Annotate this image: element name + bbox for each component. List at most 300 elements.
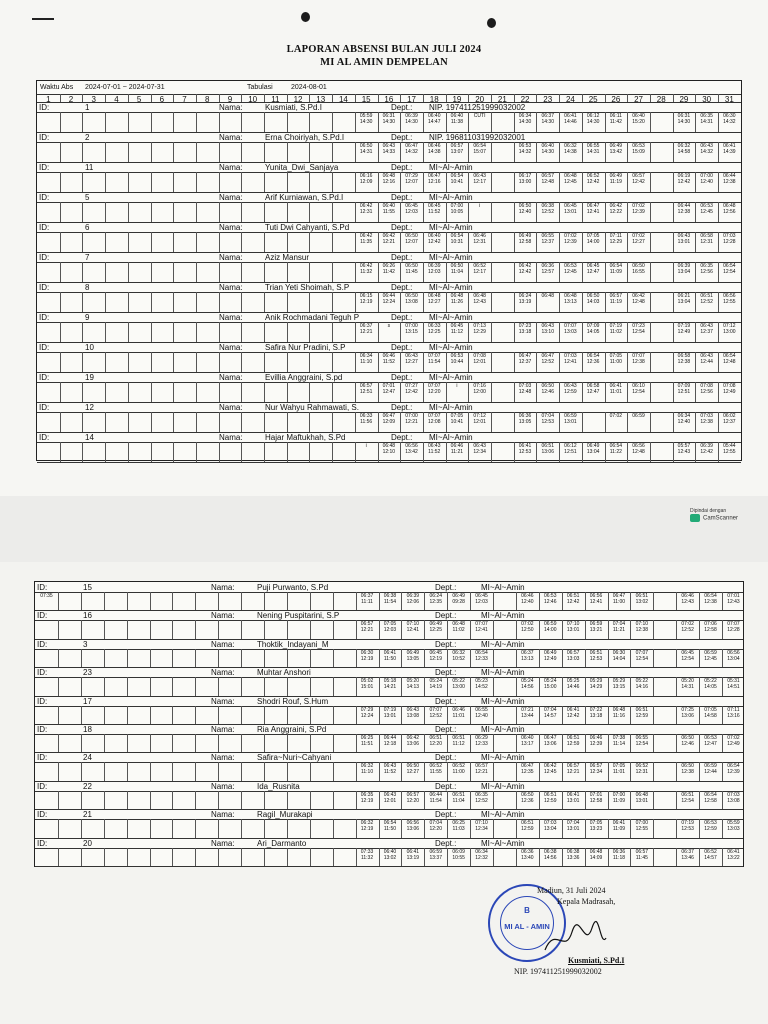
- employee-name-label: Nama:: [211, 583, 235, 592]
- grid-line: [172, 734, 173, 752]
- attendance-cell: [424, 707, 447, 719]
- check-out-time: 11:42: [609, 119, 622, 125]
- grid-line: [264, 620, 265, 638]
- employee-dept: MI~Al~Amin: [429, 193, 473, 202]
- employee-name-label: Nama:: [219, 193, 243, 202]
- check-in-time: 06:57: [450, 143, 464, 149]
- check-in-time: 07:05: [609, 353, 623, 359]
- check-out-time: 13:01: [677, 239, 691, 245]
- check-in-time: 06:50: [681, 735, 694, 741]
- check-in-time: 06:48: [452, 621, 465, 628]
- employee-name: Aziz Mansur: [265, 253, 310, 262]
- check-in-time: 05:44: [723, 443, 736, 449]
- check-out-time: 12:42: [632, 179, 645, 185]
- check-in-time: 07:09: [586, 323, 600, 329]
- employee-name-label: Nama:: [219, 163, 243, 172]
- check-in-time: 05:59: [359, 113, 373, 119]
- check-in-time: 07:21: [521, 706, 534, 713]
- check-out-time: 13:08: [405, 299, 418, 305]
- grid-line: [173, 232, 174, 252]
- grid-line: [650, 202, 651, 222]
- check-out-time: 12:42: [586, 179, 600, 185]
- attendance-cell: [676, 621, 699, 633]
- attendance-cell: [378, 443, 401, 455]
- grid-line: [241, 112, 242, 132]
- check-in-time: 07:22: [589, 706, 603, 713]
- grid-line: [172, 791, 173, 809]
- check-in-time: 06:43: [405, 353, 418, 359]
- attendance-cell: [378, 383, 401, 395]
- attendance-cell: [605, 143, 628, 155]
- attendance-cell: [446, 263, 469, 275]
- check-in-time: 06:24: [429, 593, 442, 599]
- attendance-cell: [516, 621, 539, 633]
- tabulasi-label: Tabulasi: [247, 84, 273, 91]
- attendance-cell: [378, 413, 401, 425]
- attendance-cell: [378, 293, 401, 305]
- grid-line: [128, 412, 129, 432]
- attendance-cell: [676, 707, 699, 719]
- grid-line: [58, 620, 59, 638]
- check-in-time: 06:42: [609, 203, 623, 209]
- check-out-time: 12:43: [727, 599, 740, 605]
- attendance-cell: [699, 621, 722, 633]
- grid-line: [219, 442, 220, 462]
- grid-line: [332, 142, 333, 162]
- attendance-cell: [514, 233, 537, 245]
- grid-line: [332, 322, 333, 342]
- grid-line: [128, 292, 129, 312]
- grid-line: [219, 112, 220, 132]
- grid-line: [333, 677, 334, 695]
- employee-dept: MI~Al~Amin: [429, 373, 473, 382]
- attendance-cell: [446, 353, 469, 365]
- check-in-time: 07:00: [405, 413, 418, 419]
- check-in-time: 07:29: [405, 173, 418, 179]
- attendance-cell: [608, 621, 631, 633]
- grid-line: [241, 352, 242, 372]
- employee-name: Hajar Maftukhah, S.Pd: [265, 433, 346, 442]
- dept-label: Dept.:: [391, 313, 413, 322]
- check-out-time: 12:38: [632, 359, 645, 365]
- employee-id-label: ID:: [39, 133, 50, 142]
- check-in-time: 06:47: [405, 143, 418, 149]
- attendance-cell: [447, 593, 470, 605]
- grid-line: [493, 677, 494, 695]
- attendance-cell: [536, 443, 559, 455]
- grid-line: [241, 382, 242, 402]
- grid-line: [82, 172, 83, 192]
- employee-dept: MI~Al~Amin: [429, 253, 473, 262]
- check-out-time: 12:37: [518, 359, 532, 365]
- grid-line: [196, 112, 197, 132]
- check-out-time: 12:42: [566, 712, 580, 719]
- attendance-cell: [468, 233, 491, 245]
- attendance-cell: [423, 293, 446, 305]
- check-out-time: 12:29: [473, 329, 486, 335]
- grid-line: [219, 382, 220, 402]
- punch-hole-left: [301, 12, 310, 22]
- check-out-time: 12:55: [723, 449, 736, 455]
- check-out-time: 10:52: [452, 655, 465, 662]
- check-in-time: 06:59: [704, 763, 717, 770]
- attendance-cell: [536, 233, 559, 245]
- check-in-time: 06:43: [406, 706, 420, 713]
- check-in-time: 07:04: [543, 706, 557, 713]
- check-in-time: 06:54: [450, 173, 464, 179]
- check-out-time: 12:09: [382, 419, 396, 425]
- grid-line: [81, 762, 82, 780]
- employee-id-label: ID:: [39, 433, 50, 442]
- check-out-time: 12:28: [723, 239, 736, 245]
- attendance-cell: [536, 293, 559, 299]
- check-out-time: 12:59: [635, 712, 649, 719]
- grid-line: [128, 232, 129, 252]
- grid-line: [309, 292, 310, 312]
- check-out-time: 13:37: [429, 854, 442, 861]
- check-out-time: 12:51: [677, 389, 691, 395]
- check-in-time: 06:45: [475, 593, 488, 599]
- check-out-time: 11:55: [429, 769, 442, 776]
- check-out-time: 12:44: [704, 769, 717, 776]
- grid-line: [287, 762, 288, 780]
- grid-line: [241, 649, 242, 667]
- check-out-time: 14:38: [427, 149, 441, 155]
- check-out-time: 12:41: [406, 627, 420, 634]
- attendance-cell: [378, 203, 401, 215]
- attendance-cell: [605, 383, 628, 395]
- check-out-time: 14:32: [700, 149, 713, 155]
- check-in-time: 06:50: [541, 383, 554, 389]
- check-out-time: 12:19: [360, 655, 374, 662]
- check-in-time: 06:53: [704, 735, 717, 741]
- check-in-time: 06:51: [635, 706, 649, 713]
- grid-line: [127, 649, 128, 667]
- attendance-cell: [539, 735, 562, 747]
- check-in-time: 07:10: [635, 621, 649, 628]
- grid-line: [287, 442, 288, 462]
- employee-id-label: ID:: [37, 583, 48, 592]
- attendance-cell: [718, 413, 741, 425]
- grid-line: [264, 848, 265, 866]
- attendance-cell: [424, 763, 447, 775]
- grid-line: [82, 94, 83, 102]
- grid-line: [653, 620, 654, 638]
- grid-line: [264, 791, 265, 809]
- grid-line: [333, 734, 334, 752]
- check-in-time: 07:33: [360, 848, 374, 855]
- grid-line: [81, 620, 82, 638]
- grid-line: [287, 412, 288, 432]
- attendance-cell: [355, 323, 378, 335]
- check-out-time: 14:56: [521, 684, 534, 691]
- check-in-time: 06:50: [359, 143, 373, 149]
- grid-line: [241, 442, 242, 462]
- check-out-time: 12:43: [677, 449, 691, 455]
- attendance-cell: [468, 413, 491, 425]
- dept-label: Dept.:: [391, 133, 413, 142]
- attendance-cell: [447, 621, 470, 633]
- attendance-cell: [539, 678, 562, 690]
- attendance-cell: [718, 383, 741, 395]
- attendance-cell: [673, 383, 696, 395]
- check-in-time: s: [387, 323, 391, 329]
- employee-dept: NIP. 197411251999032002: [429, 103, 526, 112]
- check-out-time: 14:58: [677, 149, 691, 155]
- attendance-cell: [695, 263, 718, 275]
- check-out-time: 12:42: [427, 239, 441, 245]
- attendance-cell: [695, 323, 718, 335]
- grid-line: [218, 592, 219, 610]
- grid-line: [82, 382, 83, 402]
- check-out-time: 13:03: [727, 826, 740, 833]
- attendance-cell: [400, 263, 423, 275]
- check-in-time: 05:24: [521, 678, 534, 685]
- check-out-time: 12:41: [564, 359, 577, 365]
- attendance-cell: [627, 113, 650, 125]
- check-out-time: 14:38: [564, 149, 577, 155]
- check-out-time: 14:29: [589, 684, 603, 691]
- grid-line: [60, 142, 61, 162]
- grid-line: [196, 172, 197, 192]
- grid-line: [491, 262, 492, 282]
- check-in-time: 05:59: [727, 820, 740, 827]
- grid-line: [218, 791, 219, 809]
- check-out-time: 13:10: [541, 329, 554, 335]
- attendance-cell: [608, 849, 631, 861]
- check-in-time: 07:06: [704, 621, 717, 628]
- check-in-time: 05:25: [566, 678, 580, 685]
- day-header: 30: [702, 95, 712, 104]
- check-in-time: 06:31: [382, 113, 396, 119]
- grid-line: [35, 610, 743, 611]
- check-in-time: 06:49: [518, 233, 532, 239]
- grid-line: [287, 112, 288, 132]
- check-in-time: 06:41: [566, 791, 580, 798]
- grid-line: [82, 322, 83, 342]
- check-in-time: 06:58: [700, 233, 713, 239]
- signature-nip: NIP. 197411251999032002: [514, 967, 602, 976]
- day-header: 7: [182, 95, 187, 104]
- check-in-time: 06:15: [359, 293, 373, 299]
- grid-line: [196, 442, 197, 462]
- attendance-cell: [539, 650, 562, 662]
- grid-line: [104, 791, 105, 809]
- grid-line: [650, 262, 651, 282]
- check-in-time: 06:50: [405, 263, 418, 269]
- attendance-cell: [379, 763, 402, 775]
- check-out-time: 12:03: [405, 209, 418, 215]
- employee-name: Kusmiati, S.Pd.I: [265, 103, 322, 112]
- check-out-time: 11:00: [452, 769, 465, 776]
- check-in-time: 06:48: [589, 848, 603, 855]
- check-in-time: 06:49: [452, 593, 465, 599]
- attendance-cell: [676, 735, 699, 747]
- check-in-time: 06:45: [427, 203, 441, 209]
- grid-line: [105, 142, 106, 162]
- check-in-time: 06:50: [632, 263, 645, 269]
- check-out-time: 14:31: [586, 149, 600, 155]
- grid-line: [219, 322, 220, 342]
- attendance-cell: [673, 233, 696, 245]
- check-in-time: 06:55: [541, 233, 554, 239]
- attendance-cell: [514, 263, 537, 275]
- check-in-time: 06:45: [429, 649, 442, 656]
- check-in-time: i: [456, 383, 458, 389]
- attendance-cell: [582, 353, 605, 365]
- grid-line: [287, 232, 288, 252]
- check-in-time: 06:50: [586, 293, 600, 299]
- check-in-time: 06:47: [586, 203, 600, 209]
- check-out-time: 12:52: [475, 797, 488, 804]
- attendance-cell: [699, 735, 722, 747]
- check-out-time: 12:56: [700, 269, 713, 275]
- attendance-cell: [585, 593, 608, 605]
- dept-label: Dept.:: [435, 838, 457, 848]
- check-in-time: 06:57: [360, 621, 374, 628]
- check-in-time: 07:05: [586, 233, 600, 239]
- grid-line: [196, 94, 197, 102]
- check-out-time: 12:31: [359, 209, 373, 215]
- check-in-time: 06:34: [359, 353, 373, 359]
- employee-dept: MI~Al~Amin: [429, 313, 473, 322]
- attendance-cell: [608, 735, 631, 747]
- check-in-time: 06:57: [589, 763, 603, 770]
- check-out-time: 14:33: [382, 149, 396, 155]
- day-header: 19: [452, 95, 462, 104]
- grid-line: [650, 142, 651, 162]
- grid-line: [241, 677, 242, 695]
- check-out-time: 12:49: [543, 655, 557, 662]
- check-in-time: 06:59: [704, 649, 717, 656]
- check-in-time: 07:00: [405, 323, 418, 329]
- check-out-time: 12:39: [632, 209, 645, 215]
- day-header: 6: [159, 95, 165, 104]
- check-in-time: 05:23: [475, 678, 488, 685]
- check-in-time: 07:02: [609, 413, 623, 419]
- grid-line: [241, 412, 242, 432]
- employee-dept: MI~Al~Amin: [429, 223, 473, 232]
- check-in-time: 06:38: [383, 593, 397, 599]
- day-header: 24: [565, 95, 575, 104]
- check-out-time: 10:41: [450, 419, 464, 425]
- attendance-cell: [718, 293, 741, 305]
- employee-id: 1: [85, 103, 90, 112]
- attendance-cell: [722, 735, 745, 747]
- check-out-time: 13:08: [727, 797, 740, 804]
- attendance-cell: [424, 678, 447, 690]
- attendance-cell: [673, 443, 696, 455]
- check-out-time: 14:39: [723, 149, 736, 155]
- attendance-cell: [676, 792, 699, 804]
- grid-line: [35, 696, 743, 697]
- check-out-time: 14:57: [543, 712, 557, 719]
- attendance-cell: [627, 173, 650, 185]
- attendance-cell: [355, 143, 378, 155]
- attendance-cell: [447, 820, 470, 832]
- employee-dept: MI~Al~Amin: [481, 810, 525, 820]
- attendance-cell: [722, 650, 745, 662]
- attendance-cell: [559, 443, 582, 455]
- employee-name: Yunita_Dwi_Sanjaya: [265, 163, 339, 172]
- attendance-cell: [355, 263, 378, 275]
- attendance-cell: [627, 383, 650, 395]
- day-header: 4: [114, 95, 119, 104]
- grid-line: [127, 848, 128, 866]
- check-in-time: 07:03: [564, 353, 577, 359]
- employee-dept: NIP. 196811031992032001: [429, 133, 526, 142]
- check-out-time: 11:56: [360, 419, 373, 425]
- grid-line: [60, 262, 61, 282]
- check-out-time: 12:36: [521, 797, 534, 804]
- grid-line: [195, 677, 196, 695]
- attendance-cell: [605, 413, 628, 419]
- grid-line: [196, 352, 197, 372]
- grid-line: [60, 382, 61, 402]
- grid-line: [37, 282, 741, 283]
- day-header: 12: [293, 95, 303, 104]
- check-out-time: 11:18: [612, 854, 626, 861]
- grid-line: [104, 677, 105, 695]
- grid-line: [105, 202, 106, 222]
- check-in-time: 07:04: [612, 621, 626, 628]
- check-out-time: 11:00: [609, 359, 622, 365]
- attendance-cell: [516, 593, 539, 605]
- check-in-time: 06:48: [635, 791, 649, 798]
- check-out-time: 12:47: [704, 741, 717, 747]
- check-in-time: 07:35: [40, 593, 53, 599]
- check-out-time: 13:16: [727, 712, 740, 719]
- check-out-time: 11:19: [609, 299, 622, 305]
- check-out-time: 13:04: [677, 269, 691, 275]
- grid-line: [332, 442, 333, 462]
- grid-line: [493, 848, 494, 866]
- check-out-time: 12:40: [521, 599, 534, 605]
- employee-id-label: ID:: [37, 725, 48, 734]
- grid-line: [653, 848, 654, 866]
- check-in-time: 06:53: [564, 263, 577, 269]
- check-out-time: 11:45: [405, 269, 418, 275]
- check-out-time: 12:40: [677, 419, 691, 425]
- attendance-cell: [516, 792, 539, 804]
- attendance-cell: [722, 763, 745, 775]
- employee-name: Thoktik_Indayani_M: [257, 639, 329, 649]
- grid-line: [150, 848, 151, 866]
- check-in-time: 06:11: [609, 113, 622, 119]
- dept-label: Dept.:: [391, 433, 413, 442]
- grid-line: [196, 322, 197, 342]
- attendance-cell: [379, 820, 402, 832]
- grid-line: [172, 706, 173, 724]
- employee-id: 20: [83, 838, 92, 848]
- grid-line: [81, 848, 82, 866]
- check-out-time: 14:31: [359, 149, 373, 155]
- employee-name-label: Nama:: [219, 403, 243, 412]
- grid-line: [173, 94, 174, 102]
- check-out-time: 12:53: [589, 655, 603, 662]
- scan-mark: [32, 18, 54, 20]
- check-out-time: 12:41: [589, 599, 603, 605]
- grid-line: [151, 412, 152, 432]
- check-out-time: 12:43: [681, 599, 694, 605]
- attendance-cell: [378, 323, 401, 329]
- grid-line: [37, 102, 741, 103]
- check-out-time: 15:00: [543, 684, 557, 691]
- check-in-time: 07:19: [681, 820, 694, 827]
- grid-line: [309, 352, 310, 372]
- attendance-cell: [400, 323, 423, 335]
- check-out-time: 14:30: [677, 119, 691, 125]
